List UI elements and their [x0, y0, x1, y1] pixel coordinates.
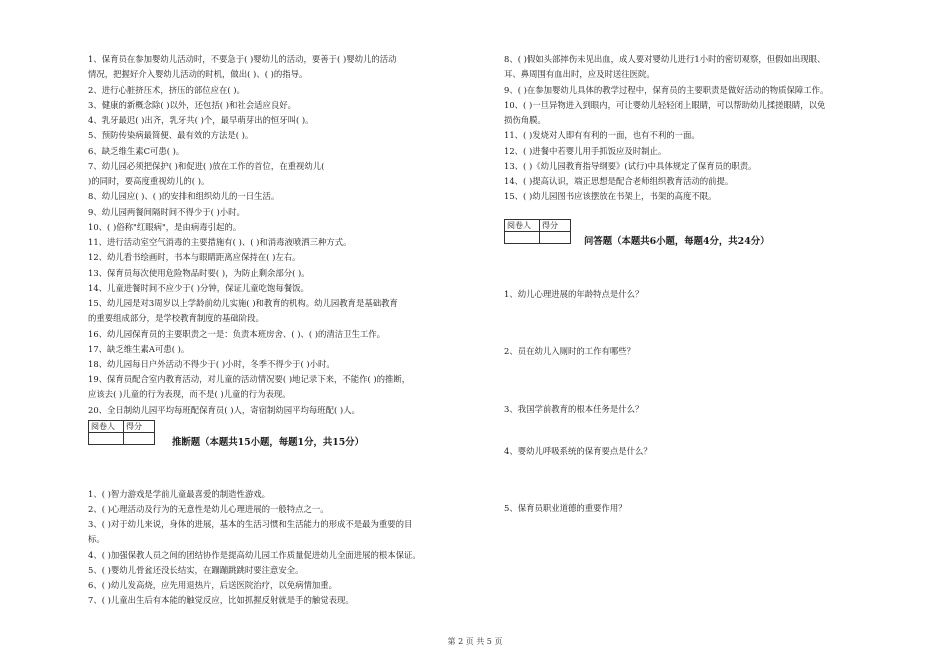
fill-in-line: 16、幼儿园保育员的主要职责之一是：负责本班房舍、( )、( )的清洁卫生工作。 — [88, 329, 386, 339]
fill-in-line: 13、保育员每次使用危险物品时要( )，为防止剩余部分( )。 — [88, 268, 310, 278]
fill-in-line: 2、进行心脏挤压术，挤压的部位应在( )。 — [88, 85, 245, 95]
judge-line: 6、( )幼儿发高烧，应先用退热片，后送医院治疗，以免病情加重。 — [88, 580, 338, 590]
judge-line: 标。 — [88, 534, 105, 544]
fill-in-line: 15、幼儿园是对3周岁以上学龄前幼儿实施( )和教育的机构。幼儿园教育是基础教育 — [88, 298, 398, 308]
fill-in-line: 9、幼儿园两餐间隔时间不得少于( )小时。 — [88, 207, 245, 217]
qa-question: 5、保育员职业道德的重要作用？ — [504, 503, 627, 513]
judge-line: 13、( )《幼儿园教育指导纲要》(试行)中具体规定了保育员的职责。 — [504, 161, 757, 171]
fill-in-line: 10、( )俗称"红眼病"，是由病毒引起的。 — [88, 222, 242, 232]
qa-question: 2、员在幼儿入厕时的工作有哪些？ — [504, 346, 635, 356]
score-cell[interactable] — [540, 232, 571, 244]
page-number-footer: 第 2 页 共 5 页 — [447, 637, 503, 646]
fill-in-line: 情况，把握好介入婴幼儿活动的时机，做出( )、( )的指导。 — [88, 69, 308, 79]
fill-in-line: 4、乳牙最迟( )出齐，乳牙共( )个，最早萌芽出的恒牙叫( )。 — [88, 115, 314, 125]
qa-section-title: 问答题（本题共6小题，每题4分，共24分） — [584, 236, 770, 247]
qa-question: 4、婴幼儿呼吸系统的保育要点是什么？ — [504, 446, 652, 456]
fill-in-line: 的重要组成部分，是学校教育制度的基础阶段。 — [88, 313, 264, 323]
fill-in-line: 14、儿童进餐时间不应少于( )分钟，保证儿童吃饱每餐饭。 — [88, 283, 309, 293]
judge-line: 损伤角膜。 — [504, 115, 546, 125]
fill-in-line: 1、保育员在参加婴幼儿活动时，不要急于( )婴幼儿的活动，要善于( )婴幼儿的活动 — [88, 54, 397, 64]
reviewer-cell[interactable] — [89, 433, 124, 445]
judge-line: 14、( )提高认识，端正思想是配合老师组织教育活动的前提。 — [504, 176, 734, 186]
score-cell[interactable] — [124, 433, 155, 445]
fill-in-line: 11、进行活动室空气消毒的主要措施有( )、( )和消毒液喷洒三种方式。 — [88, 237, 352, 247]
fill-in-line: )的同时，要高度重视幼儿的( )。 — [88, 176, 210, 186]
fill-in-line: 7、幼儿园必须把保护( )和促进( )放在工作的首位，在重视幼儿( — [88, 161, 325, 171]
judge-line: 耳、鼻周围有血出时，应及时送往医院。 — [504, 69, 655, 79]
score-box — [88, 420, 155, 445]
qa-question: 3、我国学前教育的根本任务是什么？ — [504, 404, 644, 414]
fill-in-line: 应该去( )儿童的行为表现，而不是( )儿童的行为表现。 — [88, 389, 291, 399]
reviewer-label: 阅卷人 — [505, 220, 540, 232]
fill-in-line: 3、健康的新概念除( )以外，还包括( )和社会适应良好。 — [88, 100, 296, 110]
judge-line: 9、( )在参加婴幼儿具体的教学过程中，保育员的主要职责是做好活动的物质保障工作。 — [504, 85, 829, 95]
fill-in-line: 18、幼儿园每日户外活动不得少于( )小时，冬季不得少于( )小时。 — [88, 359, 335, 369]
judge-line: 2、( )心理活动及行为的无意性是幼儿心理进展的一般特点之一。 — [88, 504, 329, 514]
judge-line: 8、( )假如头部摔伤未见出血，成人要对婴幼儿进行1小时的密切观察，但假如出现眼、 — [504, 54, 826, 64]
judge-line: 12、( )进餐中若婴儿用手抓饭应及时制止。 — [504, 146, 667, 156]
judge-line: 7、( )儿童出生后有本能的触觉反应，比如抓握反射就是手的触觉表现。 — [88, 595, 354, 605]
fill-in-line: 5、预防传染病最简便、最有效的方法是( )。 — [88, 130, 254, 140]
fill-in-line: 17、缺乏维生素A可患( )。 — [88, 344, 190, 354]
score-box — [504, 219, 571, 244]
fill-in-line: 19、保育员配合室内教育活动，对儿童的活动情况要( )地记录下来，不能作( )的推断， — [88, 374, 411, 384]
judge-line: 15、( )幼儿园图书应该摆放在书架上，书架的高度不限。 — [504, 191, 717, 201]
judge-line: 4、( )加强保教人员之间的团结协作是提高幼儿园工作质量促进幼儿全面进展的根本保证。 — [88, 550, 421, 560]
reviewer-cell[interactable] — [505, 232, 540, 244]
judge-line: 11、( )发烧对人即有有利的一面，也有不利的一面。 — [504, 130, 700, 140]
score-label: 得分 — [540, 220, 571, 232]
fill-in-line: 20、全日制幼儿园平均每班配保育员( )人，寄宿制幼园平均每班配( )人。 — [88, 405, 360, 415]
judge-line: 3、( )对于幼儿来说，身体的进展，基本的生活习惯和生活能力的形成不是最为重要的目 — [88, 519, 413, 529]
qa-question: 1、幼儿心理进展的年龄特点是什么？ — [504, 289, 644, 299]
reviewer-label: 阅卷人 — [89, 421, 124, 433]
judge-section-title: 推断题（本题共15小题，每题1分，共15分） — [172, 437, 364, 448]
fill-in-line: 12、幼儿看书绘画时，书本与眼睛距离应保持在( )左右。 — [88, 252, 301, 262]
judge-line: 1、( )智力游戏是学前儿童最喜爱的制造性游戏。 — [88, 489, 271, 499]
score-label: 得分 — [124, 421, 155, 433]
judge-line: 5、( )婴幼儿骨盆还没长结实，在蹦蹦跳跳时要注意安全。 — [88, 565, 304, 575]
fill-in-line: 6、缺乏维生素C可患( )。 — [88, 146, 185, 156]
fill-in-line: 8、幼儿园应( )、( )的安排和组织幼儿的一日生活。 — [88, 191, 280, 201]
judge-line: 10、( )一旦异物进入到眼内，可让婴幼儿轻轻闭上眼睛，可以帮助幼儿揉搓眼睛，以免 — [504, 100, 826, 110]
